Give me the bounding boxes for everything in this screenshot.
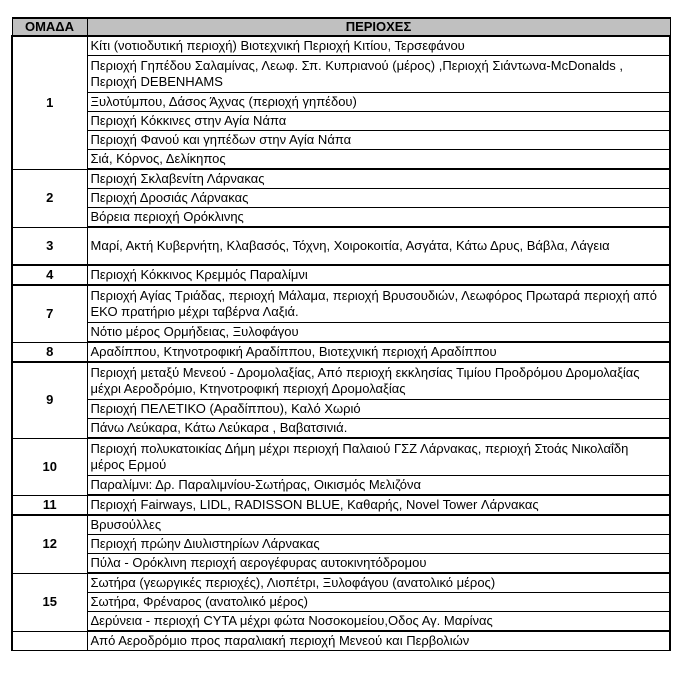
area-cell: Βρυσούλλες <box>87 515 670 535</box>
table-row <box>12 631 670 651</box>
area-cell: Περιοχή πολυκατοικίας Δήμη μέχρι περιοχή Παλαιού ΓΣΖ Λάρνακας, περιοχή Στοάς Νικολαΐδη μέρος Ερμού <box>87 438 670 476</box>
group-number-cell: 9 <box>12 362 87 438</box>
table-row <box>12 476 670 496</box>
area-cell: Παραλίμνι: Δρ. Παραλιμνίου-Σωτήρας, Οικισμός Μελιζόνα <box>87 476 670 496</box>
table-row <box>12 36 670 56</box>
group-number-cell: 15 <box>12 573 87 631</box>
table-row <box>12 169 670 189</box>
table-row <box>12 495 670 515</box>
table-body <box>12 36 670 651</box>
table-row <box>12 112 670 131</box>
table-row <box>12 56 670 93</box>
area-cell: Κίτι (νοτιοδυτική περιοχή) Βιοτεχνική Περιοχή Κιτίου, Τερσεφάνου <box>87 36 670 56</box>
table-row <box>12 362 670 400</box>
table-row <box>12 342 670 362</box>
area-cell: Περιοχή μεταξύ Μενεού - Δρομολαξίας, Από περιοχή εκκλησίας Τιμίου Προδρόμου Δρομολαξίας μέχρι Αεροδρόμιο, Κτηνοτροφική περιοχή Δρομολαξίας <box>87 362 670 400</box>
area-cell: Πάνω Λεύκαρα, Κάτω Λεύκαρα , Βαβατσινιά. <box>87 419 670 439</box>
area-cell: Περιοχή Αγίας Τριάδας, περιοχή Μάλαμα, περιοχή Βρυσουδιών, Λεωφόρος Πρωταρά περιοχή από ΕΚΟ πρατήριο μέχρι ταβέρνα Λαξιά. <box>87 285 670 323</box>
area-cell: Περιοχή πρώην Διυλιστηρίων Λάρνακας <box>87 535 670 554</box>
group-number-cell: 11 <box>12 495 87 515</box>
table-row <box>12 189 670 208</box>
group-number-cell: 10 <box>12 438 87 495</box>
group-number-cell: 1 <box>12 36 87 169</box>
table-row <box>12 227 670 265</box>
areas-table <box>11 17 671 651</box>
table-row <box>12 323 670 343</box>
table-row <box>12 573 670 593</box>
table-row <box>12 515 670 535</box>
table-row <box>12 535 670 554</box>
group-number-cell <box>12 631 87 651</box>
area-cell: Πύλα - Ορόκλινη περιοχή αερογέφυρας αυτοκινητόδρομου <box>87 554 670 574</box>
table-row <box>12 93 670 112</box>
table-row <box>12 131 670 150</box>
area-cell: Βόρεια περιοχή Ορόκλινης <box>87 208 670 228</box>
area-cell: Περιοχή ΠΕΛΕΤΙΚΟ (Αραδίππου), Καλό Χωριό <box>87 400 670 419</box>
table-row <box>12 612 670 632</box>
area-cell: Αραδίππου, Κτηνοτροφική Αραδίππου, Βιοτεχνική περιοχή Αραδίππου <box>87 342 670 362</box>
table-row <box>12 285 670 323</box>
area-cell: Ξυλοτύμπου, Δάσος Άχνας (περιοχή γηπέδου) <box>87 93 670 112</box>
table-row <box>12 208 670 228</box>
area-cell: Νότιο μέρος Ορμήδειας, Ξυλοφάγου <box>87 323 670 343</box>
table-row <box>12 554 670 574</box>
area-cell: Περιοχή Δροσιάς Λάρνακας <box>87 189 670 208</box>
group-number-cell: 3 <box>12 227 87 265</box>
table-row <box>12 265 670 285</box>
group-number-cell: 12 <box>12 515 87 573</box>
area-cell: Περιοχή Γηπέδου Σαλαμίνας, Λεωφ. Σπ. Κυπριανού (μέρος) ,Περιοχή Σιάντωνα-McDonalds , Περιοχή DEBENHAMS <box>87 56 670 93</box>
area-cell: Από Αεροδρόμιο προς παραλιακή περιοχή Μενεού και Περβολιών <box>87 631 670 651</box>
group-number-cell: 7 <box>12 285 87 342</box>
area-cell: Σωτήρα, Φρέναρος (ανατολικό μέρος) <box>87 593 670 612</box>
areas-column-header: ΠΕΡΙΟΧΕΣ <box>87 18 670 36</box>
area-cell: Δερύνεια - περιοχή CYTA μέχρι φώτα Νοσοκομείου,Οδος Αγ. Μαρίνας <box>87 612 670 632</box>
table-row <box>12 150 670 170</box>
group-number-cell: 2 <box>12 169 87 227</box>
header-row <box>12 18 670 36</box>
area-cell: Περιοχή Φανού και γηπέδων στην Αγία Νάπα <box>87 131 670 150</box>
area-cell: Περιοχή Κόκκινες στην Αγία Νάπα <box>87 112 670 131</box>
area-cell: Σιά, Κόρνος, Δελίκηπος <box>87 150 670 170</box>
area-cell: Σωτήρα (γεωργικές περιοχές), Λιοπέτρι, Ξυλοφάγου (ανατολικό μέρος) <box>87 573 670 593</box>
group-number-cell: 8 <box>12 342 87 362</box>
table-row <box>12 438 670 476</box>
table-row <box>12 400 670 419</box>
group-column-header: ΟΜΑΔΑ <box>12 18 87 36</box>
area-cell: Περιοχή Κόκκινος Κρεμμός Παραλίμνι <box>87 265 670 285</box>
area-cell: Περιοχή Σκλαβενίτη Λάρνακας <box>87 169 670 189</box>
area-cell: Μαρί, Ακτή Κυβερνήτη, Κλαβασός, Τόχνη, Χοιροκοιτία, Ασγάτα, Κάτω Δρυς, Βάβλα, Λάγεια <box>87 227 670 265</box>
table-row <box>12 593 670 612</box>
area-cell: Περιοχή Fairways, LIDL, RADISSON BLUE, Καθαρής, Novel Tower Λάρνακας <box>87 495 670 515</box>
table-row <box>12 419 670 439</box>
group-number-cell: 4 <box>12 265 87 285</box>
